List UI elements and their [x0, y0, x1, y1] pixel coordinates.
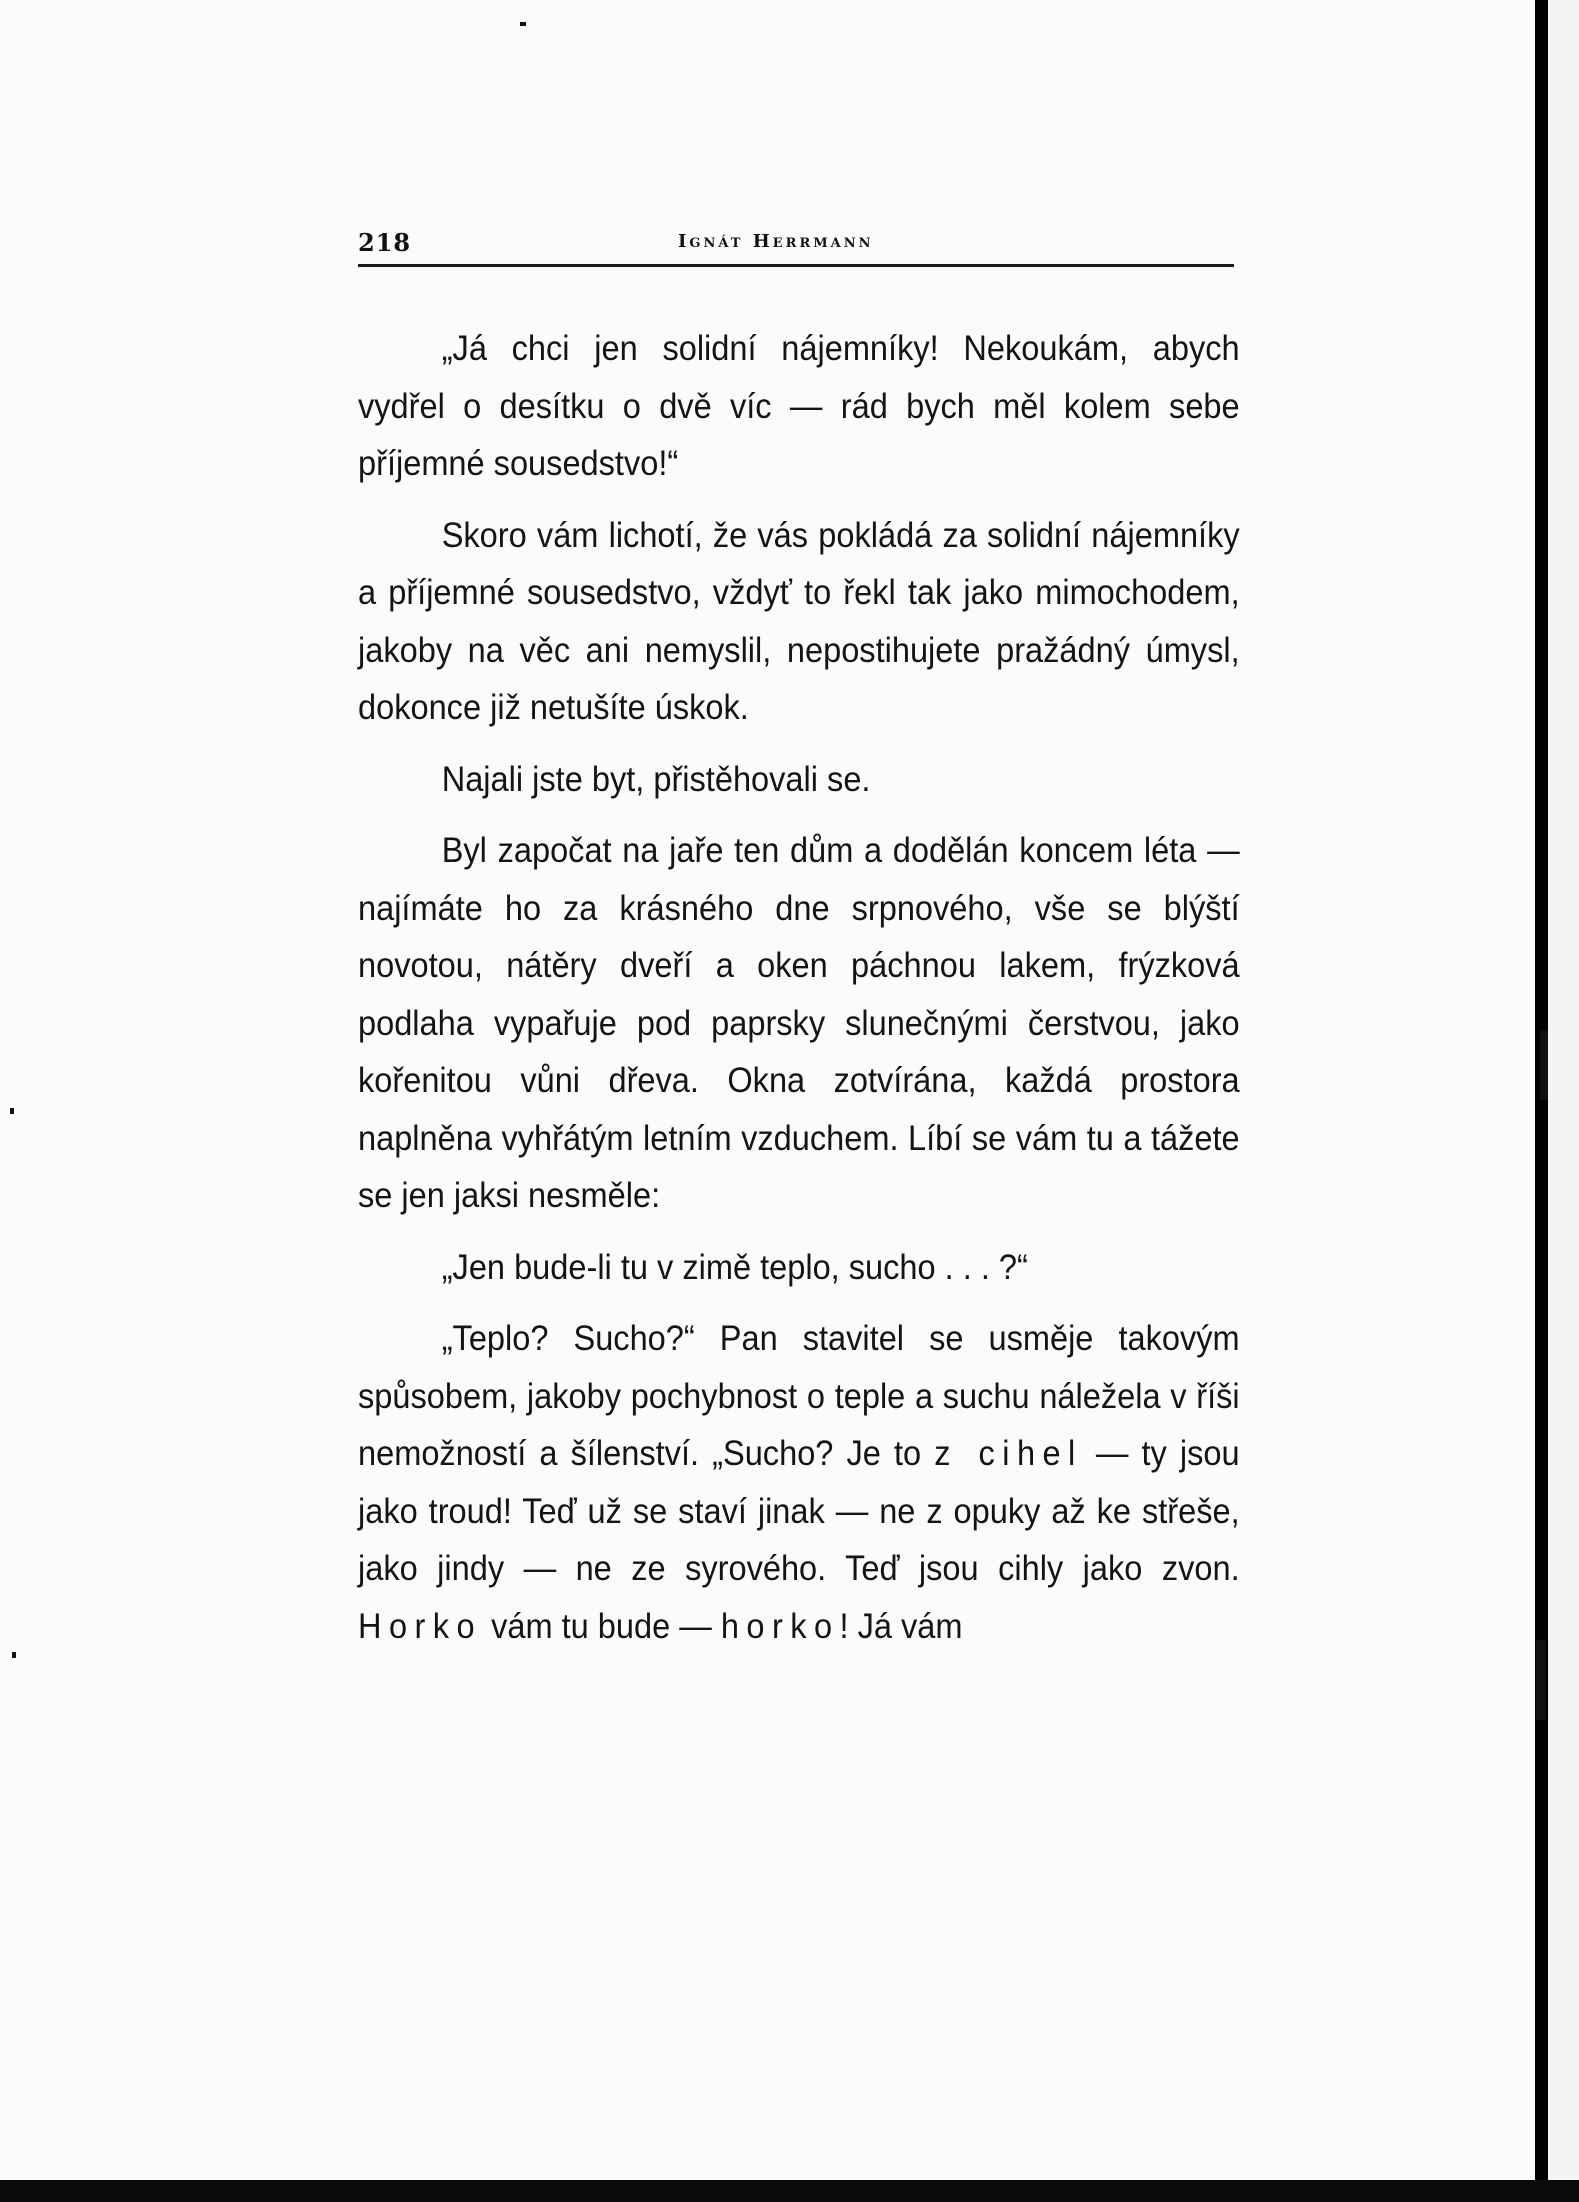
body-text	[358, 320, 1240, 1669]
page-number: 218	[358, 228, 412, 257]
binding-mark	[1536, 1640, 1546, 1720]
emphasis-text: horko	[720, 1606, 840, 1646]
paragraph-text: Skoro vám lichotí, že vás pokládá za solidní nájemníky a příjemné sousedstvo, vždyť to řekl tak jako mimochodem, jakoby na věc ani nemyslil, nepostihujete pražádný úmysl, dokonce již netušíte úskok.	[358, 515, 1240, 727]
header-rule	[358, 264, 1234, 267]
paragraph-6	[358, 1310, 1240, 1655]
paragraph-2	[358, 507, 1240, 737]
emphasis-text: Horko	[358, 1606, 483, 1646]
scan-speck	[520, 22, 526, 26]
running-head: Ignát Herrmann	[678, 231, 874, 252]
paragraph-1	[358, 320, 1240, 493]
paragraph-text: „Jen bude-li tu v zimě teplo, sucho . . . ?“	[441, 1247, 1028, 1287]
paragraph-4	[358, 822, 1240, 1225]
binding-mark	[1540, 1030, 1548, 1100]
paragraph-5	[358, 1239, 1240, 1297]
emphasis-text: z cihel	[934, 1434, 1083, 1473]
page-edge-strip	[1548, 0, 1579, 2202]
paragraph-text: ! Já vám	[839, 1606, 963, 1646]
paragraph-text: — ty jsou jako troud! Teď už se staví jinak — ne z opuky až ke střeše, jako jindy — ne ze syrového. Teď jsou cihly jako zvon.	[358, 1434, 1240, 1588]
paragraph-text: Najali jste byt, přistěhovali se.	[441, 759, 871, 799]
bottom-scan-edge	[0, 2180, 1579, 2202]
paragraph-text: „Teplo? Sucho?“ Pan stavitel se usměje takovým spůsobem, jakoby pochybnost o teple a suchu náležela v říši nemožností a šílenství. „Sucho? Je to	[358, 1319, 1240, 1473]
scan-speck	[12, 1652, 16, 1658]
scan-speck	[10, 1108, 14, 1114]
paragraph-text: „Já chci jen solidní nájemníky! Nekoukám, abych vydřel o desítku o dvě víc — rád bych měl kolem sebe příjemné sousedstvo!“	[358, 329, 1240, 483]
page-header	[358, 228, 1234, 268]
paragraph-text: Byl započat na jaře ten dům a dodělán koncem léta — najímáte ho za krásného dne srpnového, vše se blýští novotou, nátěry dveří a oken páchnou lakem, frýzková podlaha vypařuje pod paprsky slunečnými čerstvou, jako kořenitou vůni dřeva. Okna zotvírána, každá prostora naplněna vyhřátým letním vzduchem. Líbí se vám tu a tážete se jen jaksi nesměle:	[358, 831, 1240, 1215]
paragraph-3	[358, 751, 1240, 809]
paragraph-text: vám tu bude —	[482, 1606, 721, 1646]
